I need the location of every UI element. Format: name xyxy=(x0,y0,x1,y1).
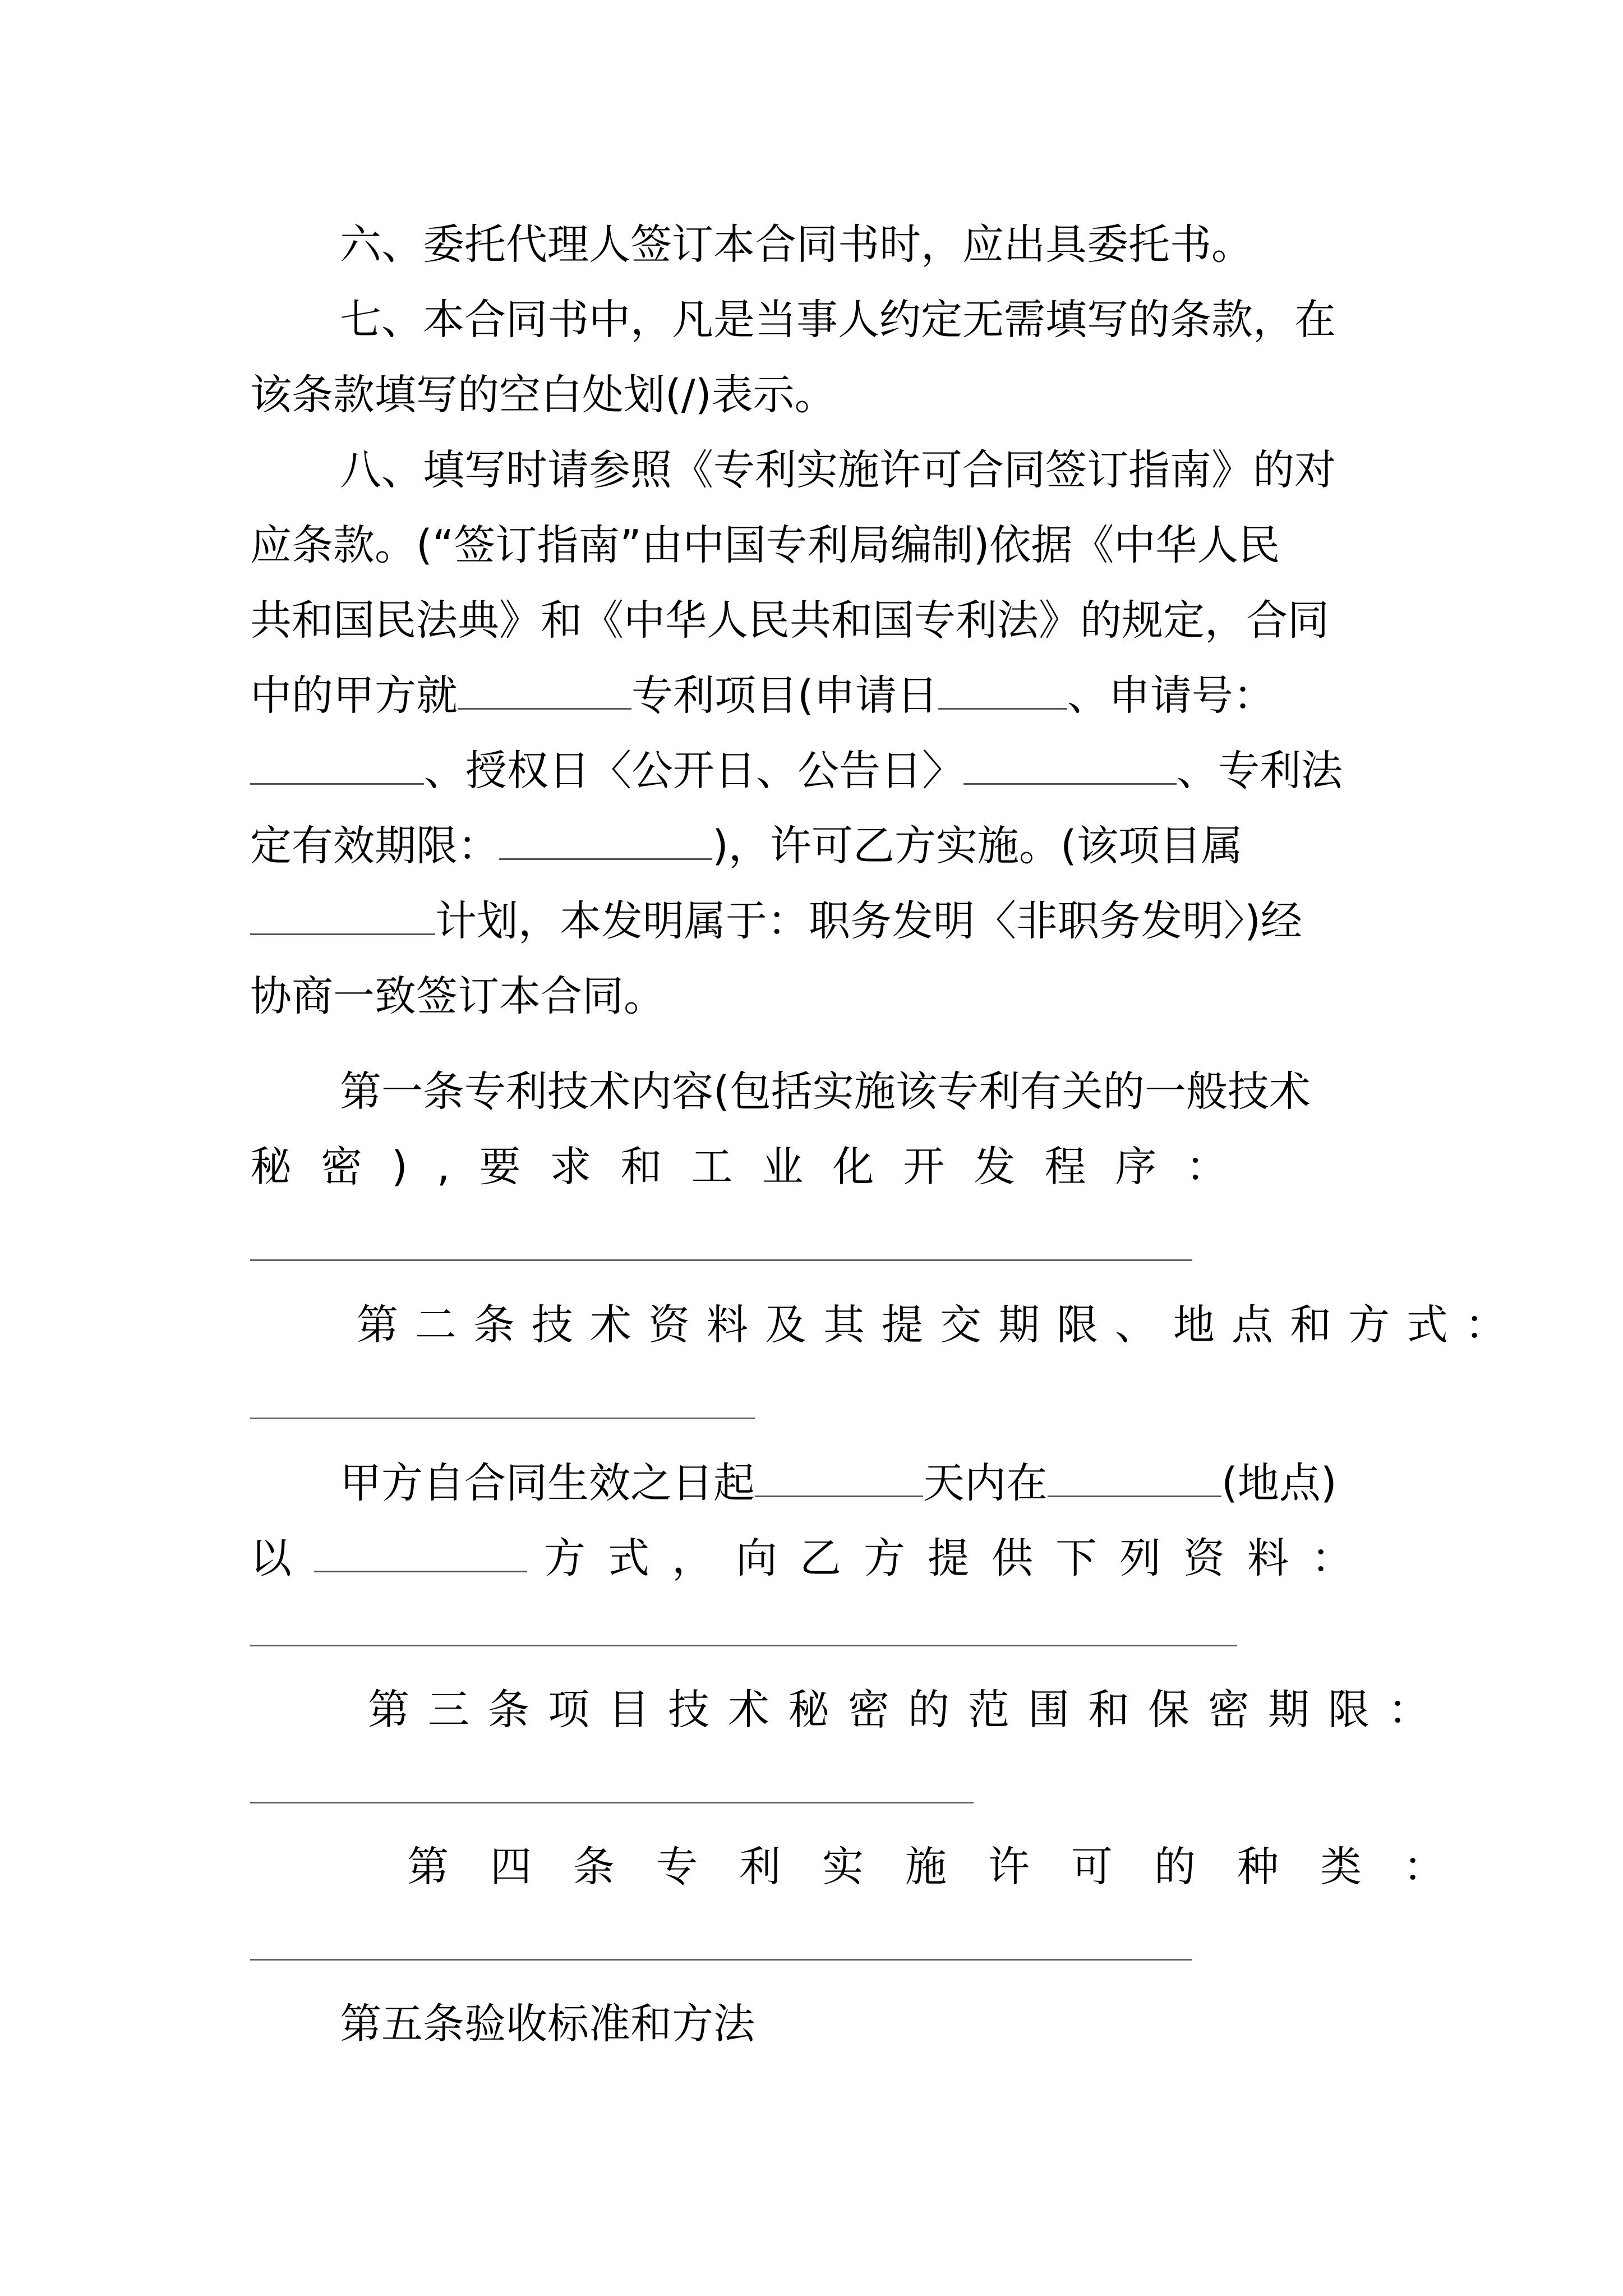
text-segment: 计划，本发明属于：职务发明〈非职务发明〉)经 xyxy=(435,897,1302,945)
text-segment: 以 xyxy=(250,1534,314,1582)
clause-eight-line7 xyxy=(250,893,1389,949)
text-segment: 中的甲方就 xyxy=(250,671,458,720)
blank-patent-project[interactable] xyxy=(458,669,631,710)
blank-validity-period[interactable] xyxy=(499,819,712,860)
text-segment: 天内在 xyxy=(923,1459,1048,1507)
article-one: 第一条专利技术内容(包括实施该专利有关的一般技术 xyxy=(340,1068,1311,1116)
clause-eight-line4 xyxy=(250,668,1389,724)
text-segment: 专利项目(申请日 xyxy=(631,671,938,720)
article-three-answer-line[interactable] xyxy=(250,1802,974,1803)
article-five: 第五条验收标准和方法 xyxy=(340,2000,755,2048)
clause-eight-line3: 共和国民法典》和《中华人民共和国专利法》的规定，合同 xyxy=(250,596,1329,645)
blank-method[interactable] xyxy=(314,1531,527,1572)
article-one-answer-line[interactable] xyxy=(250,1259,1192,1261)
article-three: 第三条项目技术秘密的范围和保密期限： xyxy=(368,1686,1448,1734)
clause-eight-line6 xyxy=(250,818,1389,874)
blank-plan-name[interactable] xyxy=(250,894,435,935)
article-two-materials-line[interactable] xyxy=(250,1645,1237,1646)
blank-grant-date[interactable] xyxy=(963,744,1177,785)
clause-eight: 八、填写时请参照《专利实施许可合同签订指南》的对 xyxy=(340,446,1336,494)
clause-eight-line2: 应条款。(“签订指南”由中国专利局编制)依据《中华人民 xyxy=(250,521,1280,569)
article-two-answer-line[interactable] xyxy=(250,1418,755,1419)
clause-eight-line8: 协商一致签订本合同。 xyxy=(250,972,665,1020)
article-two: 第二条技术资料及其提交期限、地点和方式： xyxy=(357,1301,1523,1349)
clause-eight-line5 xyxy=(250,743,1389,799)
blank-application-date[interactable] xyxy=(938,669,1067,710)
text-segment: 定有效期限： xyxy=(250,822,499,870)
text-segment: 甲方自合同生效之日起 xyxy=(340,1459,755,1507)
text-segment: 、专利法 xyxy=(1177,747,1343,795)
clause-seven-cont: 该条款填写的空白处划(/)表示。 xyxy=(250,371,836,419)
blank-application-number[interactable] xyxy=(250,744,424,785)
article-two-para1 xyxy=(340,1455,1389,1511)
article-one-cont: 秘密),要求和工业化开发程序： xyxy=(250,1143,1257,1191)
text-segment: 方式，向乙方提供下列资料： xyxy=(544,1534,1375,1582)
article-four-answer-line[interactable] xyxy=(250,1959,1192,1961)
clause-seven: 七、本合同书中，凡是当事人约定无需填写的条款，在 xyxy=(340,296,1336,344)
text-segment: (地点) xyxy=(1221,1459,1337,1507)
text-segment: 、授权日〈公开日、公告日〉 xyxy=(424,747,963,795)
article-two-para2 xyxy=(250,1530,1389,1586)
text-segment: )，许可乙方实施。(该项目属 xyxy=(712,822,1243,870)
clause-six: 六、委托代理人签订本合同书时，应出具委托书。 xyxy=(340,220,1253,269)
article-four: 第四条专利实施许可的种类： xyxy=(407,1843,1486,1891)
blank-days[interactable] xyxy=(755,1456,923,1497)
blank-location[interactable] xyxy=(1048,1456,1221,1497)
text-segment: 、申请号： xyxy=(1067,671,1275,720)
